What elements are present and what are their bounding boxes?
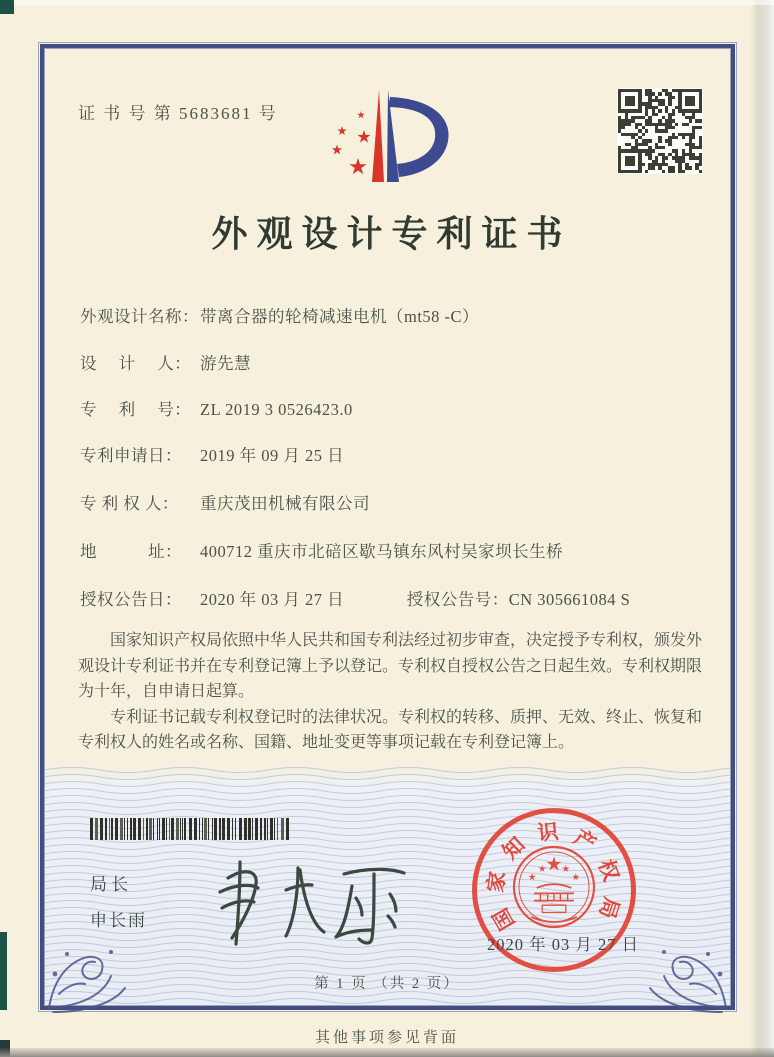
director-name: 申长雨 (90, 911, 147, 930)
corner-flourish-left (45, 924, 129, 1014)
legal-text (78, 628, 702, 756)
field-design-name: 外观设计名称：带离合器的轮椅减速电机（mt58 -C） (80, 307, 480, 326)
director-signature-icon (198, 840, 416, 952)
qr-code-icon (617, 88, 703, 174)
scan-edge-left (0, 932, 7, 1010)
certificate-number: 证 书 号 第 5683681 号 (78, 104, 278, 123)
director-title: 局长 (90, 875, 132, 894)
grant-number-value: CN 305661084 S (508, 590, 631, 609)
paragraph-register: 专利证书记载专利权登记时的法律状况。专利权的转移、质押、无效、终止、恢复和专利权人的姓名或名称、国籍、地址变更等事项记载在专利登记簿上。 (78, 708, 703, 751)
scan-edge-bottom (0, 1048, 774, 1057)
field-grant-date-and-number: 授权公告日： 2020 年 03 月 27 日 授权公告号：CN 305661084 S (80, 586, 710, 610)
barcode-icon (90, 818, 294, 840)
scan-edge-top (14, 0, 774, 5)
scan-edge-right (750, 0, 774, 1057)
field-patentee: 专 利 权 人： 重庆茂田机械有限公司 (80, 494, 370, 513)
scan-corner-top-left (0, 0, 14, 14)
corner-flourish-right (646, 924, 730, 1014)
field-address: 地 址： 400712 重庆市北碚区歇马镇东风村吴家坝长生桥 (80, 542, 564, 561)
field-designer: 设 计 人： 游先慧 (80, 354, 251, 373)
national-emblem-icon (504, 837, 604, 937)
grant-number-label: 授权公告号： (406, 590, 509, 609)
cnipa-logo-icon (322, 80, 460, 190)
paragraph-grant: 国家知识产权局依照中华人民共和国专利法经过初步审查，决定授予专利权，颁发外观设计专利证书并在专利登记簿上予以登记。专利权自授权公告之日起生效。专利权期限为十年，自申请日起算。 (78, 632, 703, 700)
certificate-title: 外观设计专利证书 (211, 214, 572, 254)
seal-ring-text: 国 家 知 识 产 权 局 (483, 819, 624, 935)
page-number: 第 1 页 （共 2 页） (314, 976, 460, 992)
field-application-date: 专利申请日： 2019 年 09 月 25 日 (80, 446, 345, 465)
field-patent-number: 专 利 号： ZL 2019 3 0526423.0 (80, 400, 353, 419)
seal-date: 2020 年 03 月 27 日 (486, 935, 640, 954)
back-note: 其他事项参见背面 (314, 1030, 459, 1046)
